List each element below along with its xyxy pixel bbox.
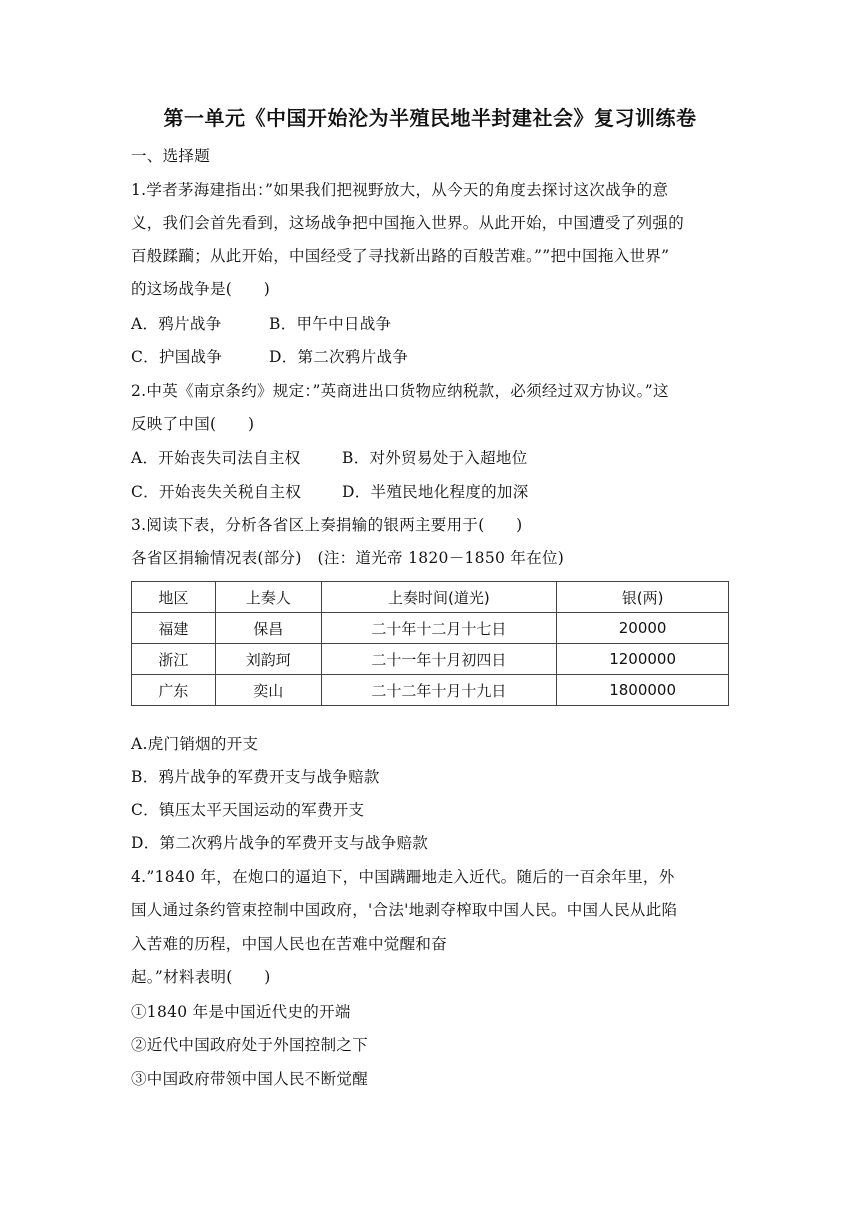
- table-cell: 1200000: [557, 644, 729, 675]
- option-c: C．开始丧失关税自主权: [131, 483, 302, 501]
- question-text-line: 4.”1840 年，在炮口的逼迫下，中国蹒跚地走入近代。随后的一百余年里，外: [131, 868, 675, 886]
- table-cell: 二十一年十月初四日: [321, 644, 557, 675]
- option-row: [131, 447, 731, 469]
- table-cell: 二十二年十月十九日: [321, 675, 557, 706]
- table-header-cell: 银(两): [557, 582, 729, 613]
- option-d: D．第二次鸦片战争: [269, 348, 409, 366]
- question-text-line: 入苦难的历程，中国人民也在苦难中觉醒和奋: [131, 935, 448, 953]
- table-header-cell: 地区: [132, 582, 216, 613]
- table-cell: 刘韵珂: [215, 644, 321, 675]
- option-a: A．鸦片战争: [131, 315, 222, 333]
- option-c: C．镇压太平天国运动的军费开支: [131, 801, 365, 819]
- table-cell: 20000: [557, 613, 729, 644]
- table-cell: 浙江: [132, 644, 216, 675]
- option-b: B．对外贸易处于入超地位: [342, 449, 528, 467]
- table-row: [132, 644, 729, 675]
- table-header-row: [132, 582, 729, 613]
- option-a: A.虎门销烟的开支: [131, 735, 259, 753]
- table-cell: 保昌: [215, 613, 321, 644]
- table-cell: 二十年十二月十七日: [321, 613, 557, 644]
- option-d: D．第二次鸦片战争的军费开支与战争赔款: [131, 834, 429, 852]
- question-text-line: 反映了中国( ): [131, 415, 255, 433]
- option-c: C．护国战争: [131, 348, 223, 366]
- option-row: [131, 346, 731, 368]
- option-b: B．鸦片战争的军费开支与战争赔款: [131, 768, 380, 786]
- question-text-line: 国人通过条约管束控制中国政府，'合法'地剥夺榨取中国人民。中国人民从此陷: [131, 901, 678, 919]
- question-text-line: 的这场战争是( ): [131, 280, 271, 298]
- question-text-line: 义，我们会首先看到，这场战争把中国拖入世界。从此开始，中国遭受了列强的: [131, 214, 685, 232]
- table-row: [132, 675, 729, 706]
- table-caption: 各省区捐输情况表(部分) (注：道光帝 1820－1850 年在位): [131, 549, 565, 567]
- table-cell: 1800000: [557, 675, 729, 706]
- option-a: A．开始丧失司法自主权: [131, 449, 301, 467]
- question-text-line: 1.学者茅海建指出：”如果我们把视野放大，从今天的角度去探讨这次战争的意: [131, 181, 669, 199]
- table-cell: 福建: [132, 613, 216, 644]
- question-text-line: 起。”材料表明( ): [131, 968, 271, 986]
- statement-item: ③中国政府带领中国人民不断觉醒: [131, 1070, 369, 1088]
- table-cell: 奕山: [215, 675, 321, 706]
- page-title: 第一单元《中国开始沦为半殖民地半封建社会》复习训练卷: [163, 106, 697, 130]
- option-row: [131, 313, 731, 335]
- table-header-cell: 上奏人: [215, 582, 321, 613]
- table-header-cell: 上奏时间(道光): [321, 582, 557, 613]
- table-cell: 广东: [132, 675, 216, 706]
- statement-item: ②近代中国政府处于外国控制之下: [131, 1036, 369, 1054]
- question-text-line: 2.中英《南京条约》规定：”英商进出口货物应纳税款，必须经过双方协议。”这: [131, 382, 669, 400]
- donation-table: [131, 581, 729, 706]
- table-row: [132, 613, 729, 644]
- question-text-line: 3.阅读下表，分析各省区上奏捐输的银两主要用于( ): [131, 516, 523, 534]
- option-b: B．甲午中日战争: [269, 315, 392, 333]
- option-row: [131, 481, 731, 503]
- question-text-line: 百般蹂躏；从此开始，中国经受了寻找新出路的百般苦难。””把中国拖入世界”: [131, 247, 670, 265]
- option-d: D．半殖民地化程度的加深: [342, 483, 529, 501]
- section-heading: 一、选择题: [131, 147, 211, 165]
- statement-item: ①1840 年是中国近代史的开端: [131, 1003, 351, 1021]
